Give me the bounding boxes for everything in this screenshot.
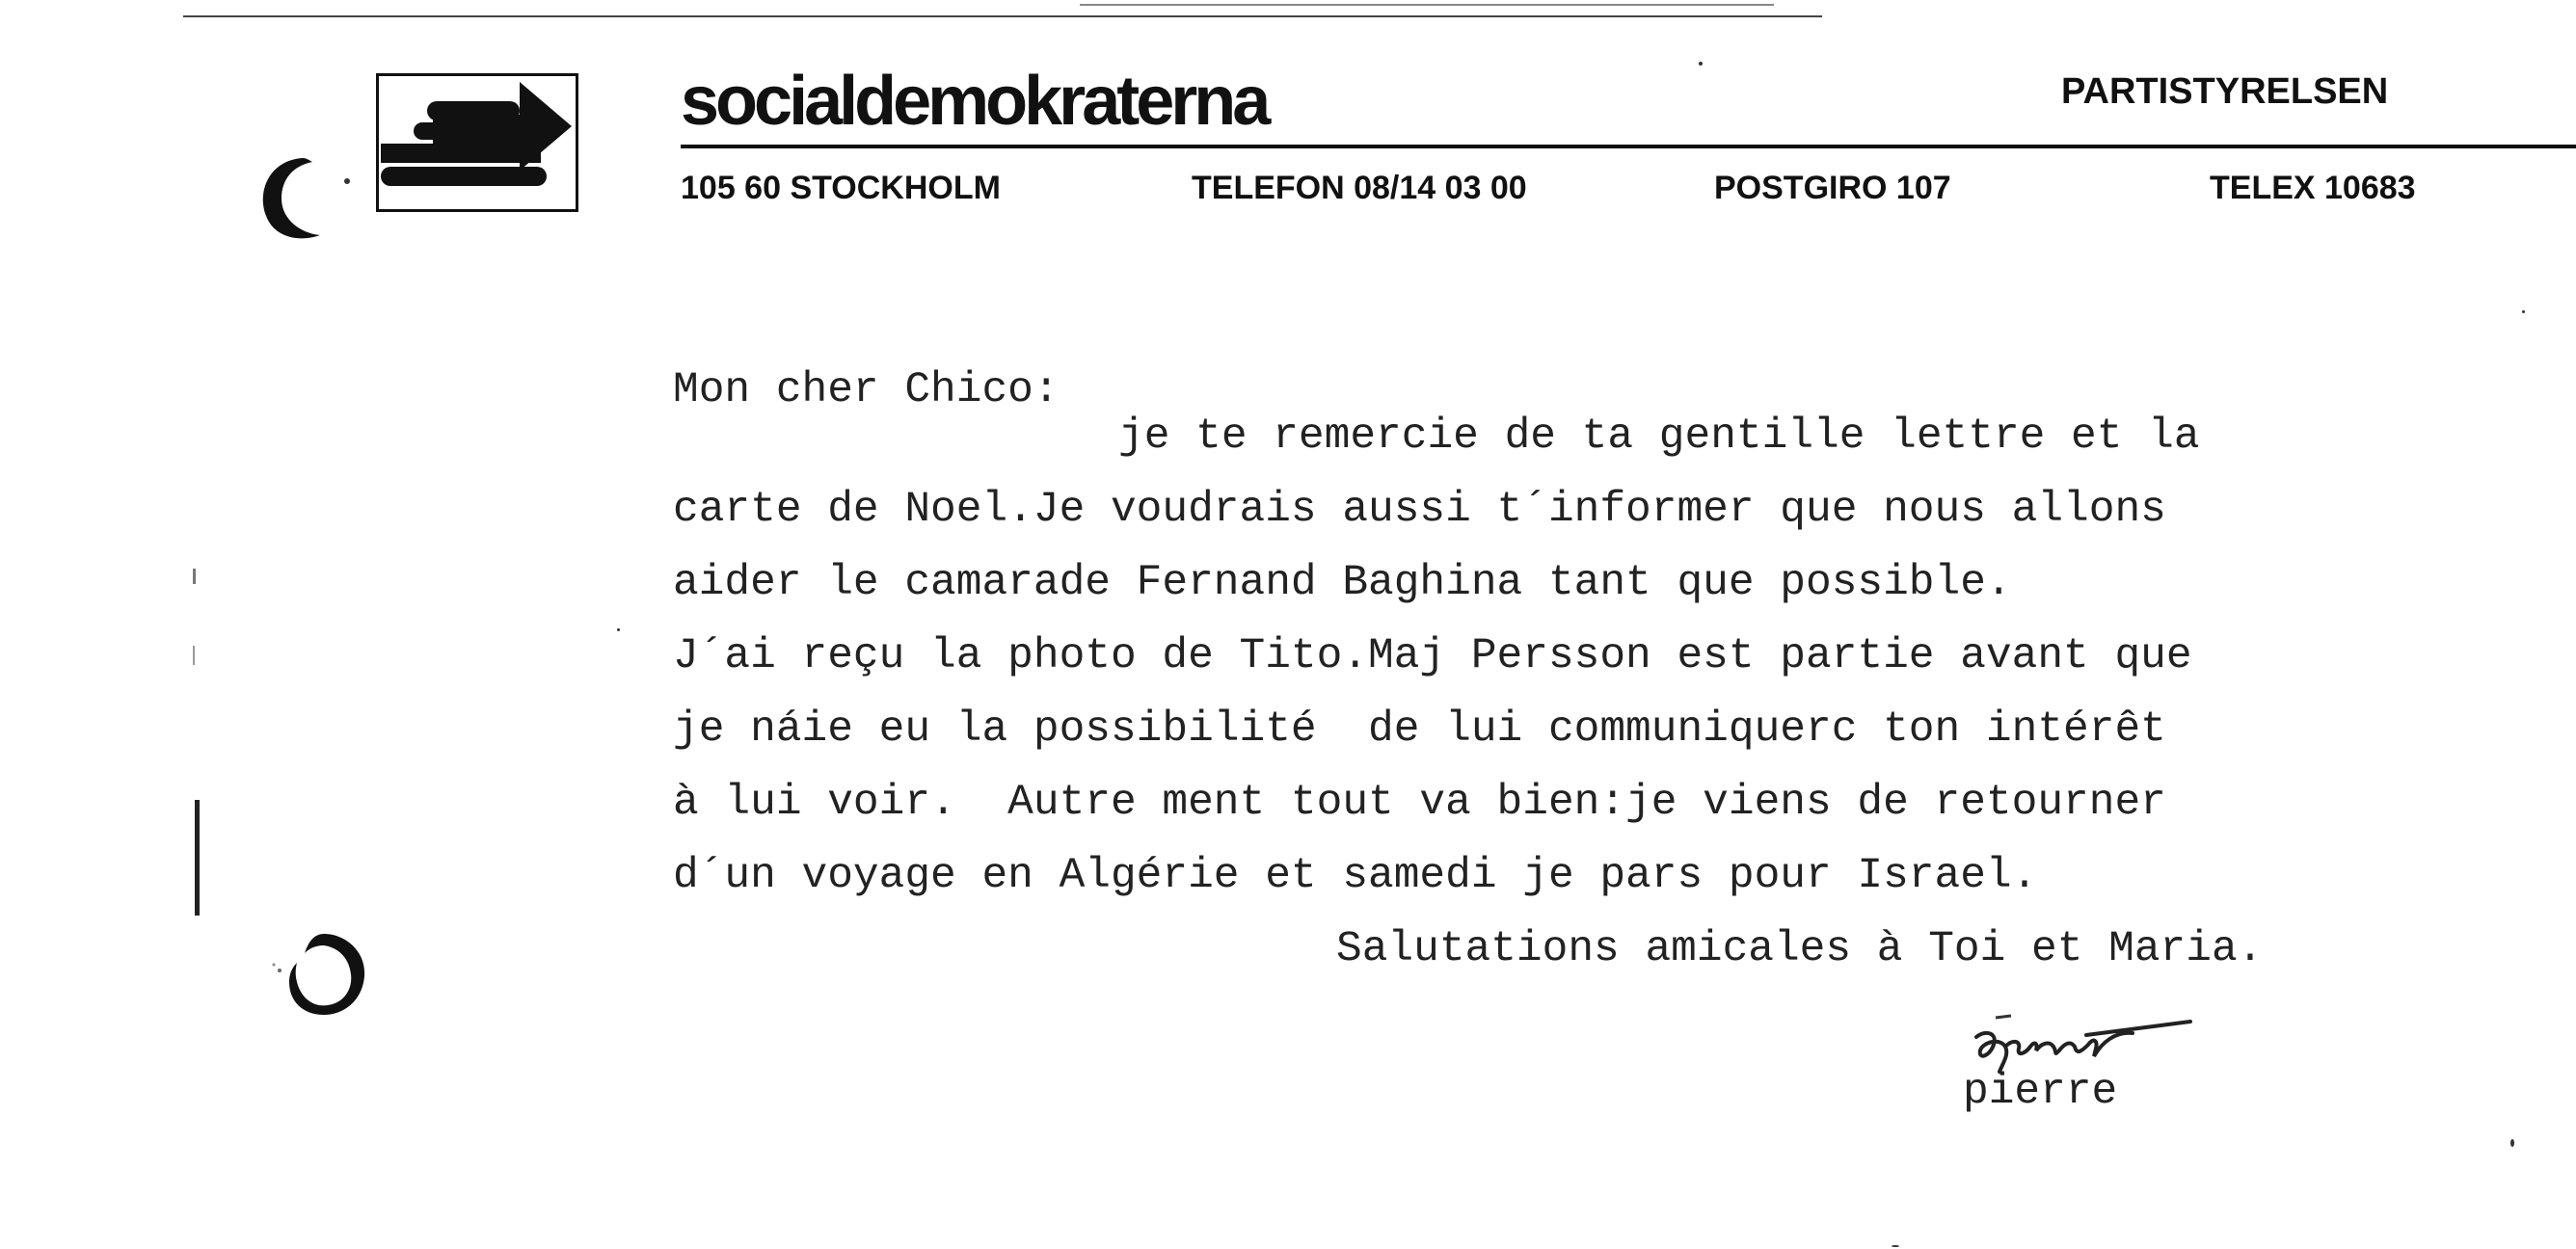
header-rule [681,145,2576,148]
top-scan-edge-faint [1080,4,1774,6]
social-democrats-arrow-logo-icon [379,76,576,209]
handwritten-signature [1971,1008,2202,1076]
top-scan-edge [183,15,1822,17]
telex: TELEX 10683 [2210,170,2416,206]
postgiro: POSTGIRO 107 [1714,170,1951,206]
closing: Salutations amicales à Toi et Maria. [1336,925,2264,973]
letter-line: je te remercie de ta gentille lettre et la [1118,412,2200,461]
department-name: PARTISTYRELSEN [2061,71,2389,112]
party-logo [376,73,578,212]
paper-speck [1699,62,1703,66]
letter-line: J´ai reçu la photo de Tito.Maj Persson est partie avant que [673,632,2192,680]
margin-mark [195,800,200,916]
telephone: TELEFON 08/14 03 00 [1192,170,1527,206]
margin-speck [193,646,195,665]
address: 105 60 STOCKHOLM [681,170,1001,206]
paper-speck [617,628,620,631]
paper-speck [2510,1139,2514,1147]
letter-line: d´un voyage en Algérie et samedi je pars pour Israel. [673,852,2038,900]
salutation: Mon cher Chico: [673,366,1060,414]
letter-line: aider le camarade Fernand Baghina tant que possible. [673,559,2012,607]
margin-speck [193,569,196,584]
letter-line: carte de Noel.Je voudrais aussi t´informer que nous allons [673,486,2166,534]
letter-line: à lui voir. Autre ment tout va bien:je viens de retourner [673,779,2166,827]
binder-hole-top-icon [253,152,359,245]
paper-speck [1892,1245,1899,1247]
letter-line: je náie eu la possibilité de lui communiquerc ton intérêt [673,705,2166,754]
paper-speck [2522,310,2525,313]
typed-signature: pierre [1963,1068,2118,1116]
binder-hole-bottom-icon [260,920,386,1024]
organization-name: socialdemokraterna [681,63,1268,140]
